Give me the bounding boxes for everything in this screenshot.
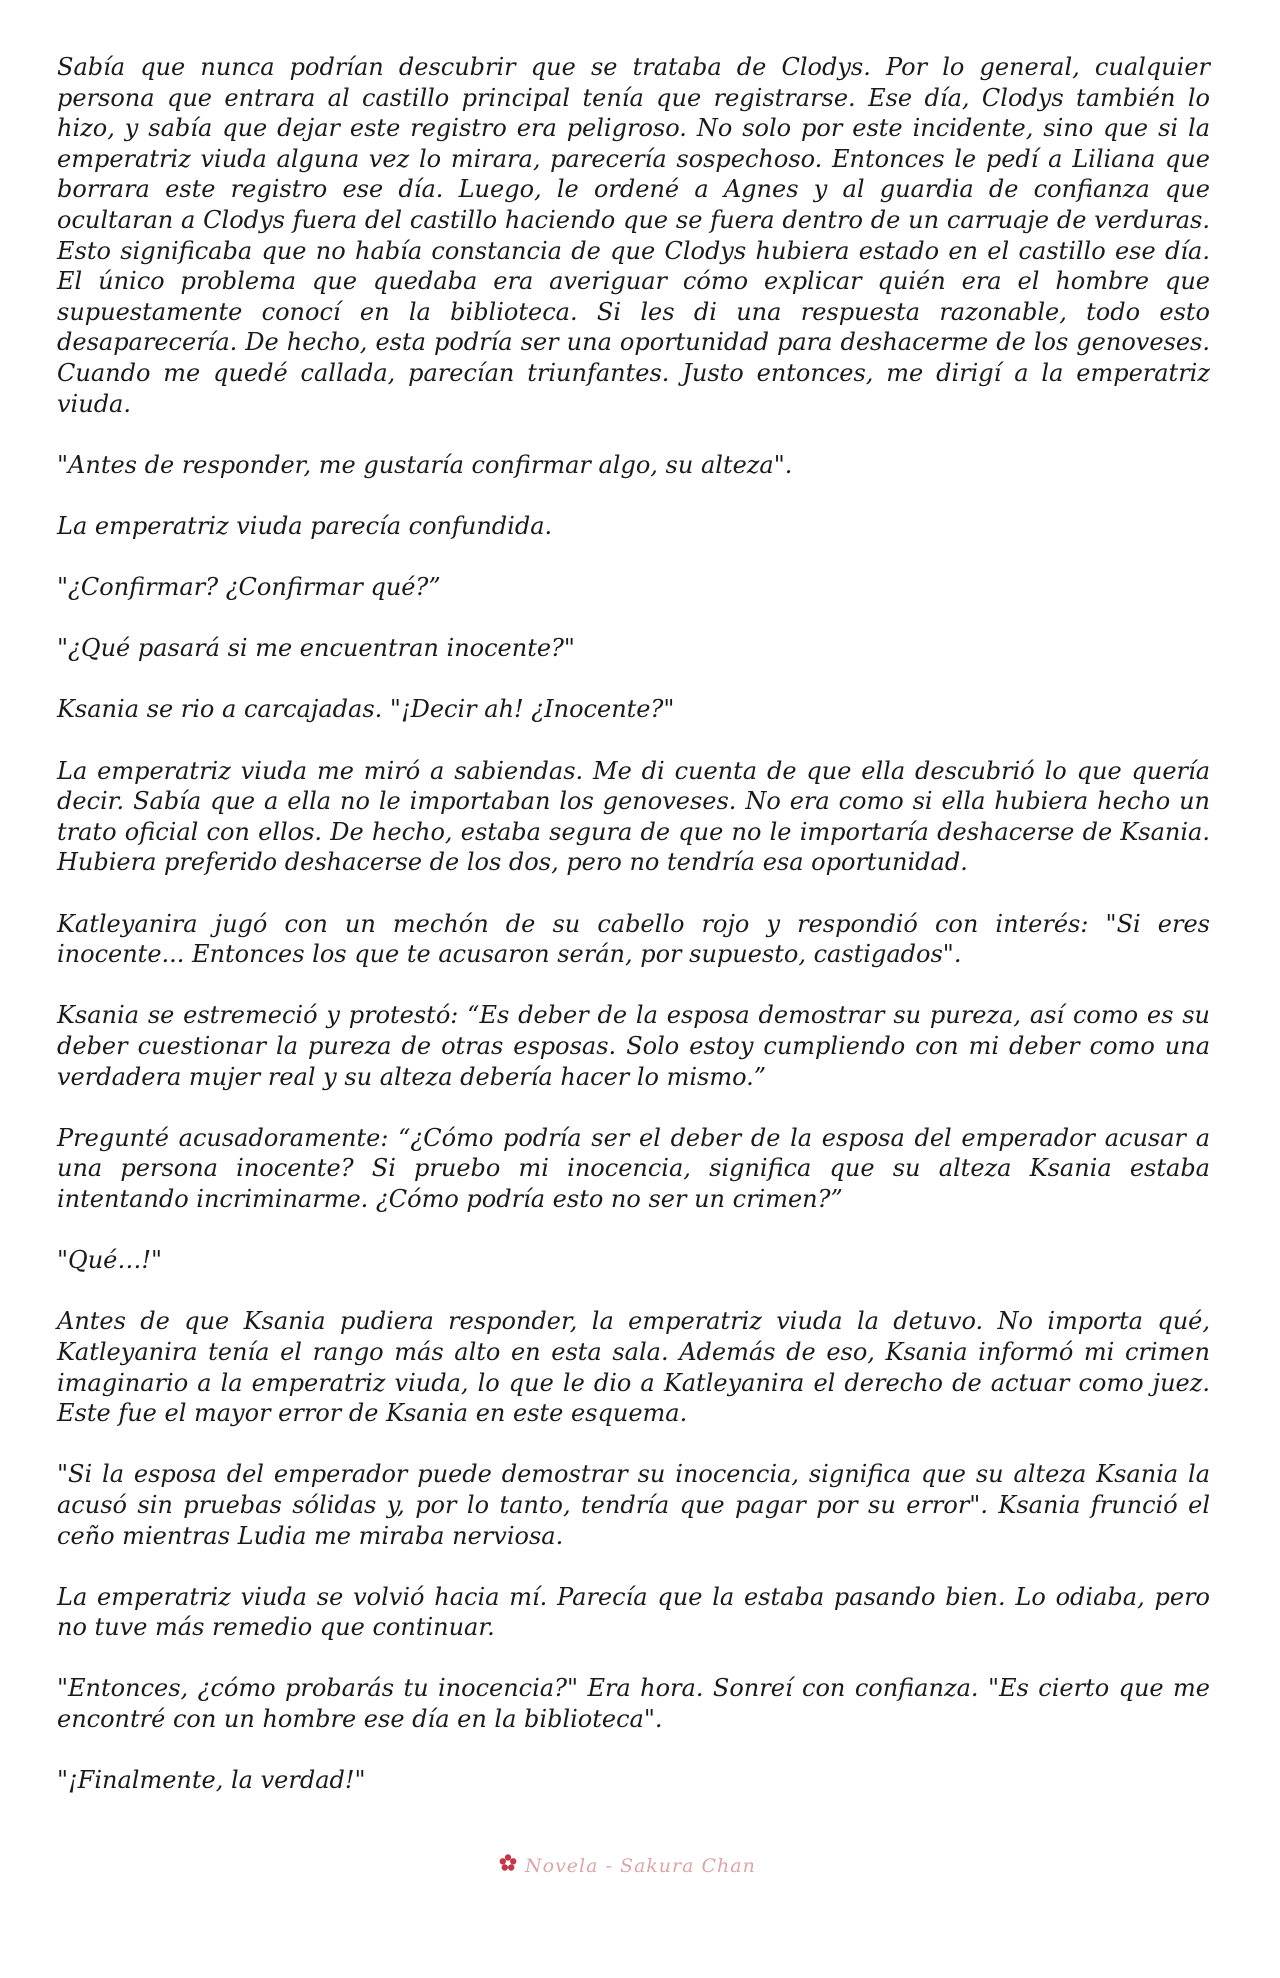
- paragraph: "¿Qué pasará si me encuentran inocente?": [57, 634, 575, 663]
- paragraph: Ksania se estremeció y protestó: “Es deber de la esposa demostrar su pureza, así como es su deber cuestionar la pureza de otras esposas. Solo estoy cumpliendo con mi deber como una verdadera mujer real y su alteza debería hacer lo mismo.”: [57, 1001, 1210, 1091]
- paragraph: "Antes de responder, me gustaría confirmar algo, su alteza".: [57, 450, 793, 479]
- paragraph: "Si la esposa del emperador puede demostrar su inocencia, significa que su alteza Ksania la acusó sin pruebas sólidas y, por lo tanto, tendría que pagar por su error". Ksania frunció el ceño mientras Ludia me miraba nerviosa.: [57, 1460, 1210, 1550]
- paragraph: Pregunté acusadoramente: “¿Cómo podría ser el deber de la esposa del emperador acusar a una persona inocente? Si pruebo mi inocencia, significa que su alteza Ksania estaba intentando incriminarme. ¿Cómo podría esto no ser un crimen?”: [57, 1123, 1210, 1213]
- paragraph: Katleyanira jugó con un mechón de su cabello rojo y respondió con interés: "Si eres inocente... Entonces los que te acusaron serán, por supuesto, castigados".: [57, 909, 1210, 969]
- paragraph: La emperatriz viuda me miró a sabiendas. Me di cuenta de que ella descubrió lo que quería decir. Sabía que a ella no le importaban los genoveses. No era como si ella hubiera hecho un trato oficial con ellos. De hecho, estaba segura de que no le importaría deshacerse de Ksania. Hubiera preferido deshacerse de los dos, pero no tendría esa oportunidad.: [57, 756, 1210, 877]
- paragraph: Ksania se rio a carcajadas. "¡Decir ah! ¿Inocente?": [57, 695, 675, 724]
- watermark: [497, 1852, 756, 1879]
- paragraph: La emperatriz viuda se volvió hacia mí. Parecía que la estaba pasando bien. Lo odiaba, pero no tuve más remedio que continuar.: [57, 1582, 1210, 1642]
- sakura-flower-icon: [497, 1852, 519, 1879]
- paragraph: Sabía que nunca podrían descubrir que se trataba de Clodys. Por lo general, cualquier persona que entrara al castillo principal tenía que registrarse. Ese día, Clodys también lo hizo, y sabía que dejar este registro era peligroso. No solo por este incidente, sino que si la emperatriz viuda alguna vez lo mirara, parecería sospechoso. Entonces le pedí a Liliana que borrara este registro ese día. Luego, le ordené a Agnes y al guardia de confianza que ocultaran a Clodys fuera del castillo haciendo que se fuera dentro de un carruaje de verduras. Esto significaba que no había constancia de que Clodys hubiera estado en el castillo ese día. El único problema que quedaba era averiguar cómo explicar quién era el hombre que supuestamente conocí en la biblioteca. Si les di una respuesta razonable, todo esto desaparecería. De hecho, esta podría ser una oportunidad para deshacerme de los genoveses. Cuando me quedé callada, parecían triunfantes. Justo entonces, me dirigí a la emperatriz viuda.: [57, 53, 1210, 418]
- paragraph: Antes de que Ksania pudiera responder, la emperatriz viuda la detuvo. No importa qué, Katleyanira tenía el rango más alto en esta sala. Además de eso, Ksania informó mi crimen imaginario a la emperatriz viuda, lo que le dio a Katleyanira el derecho de actuar como juez. Este fue el mayor error de Ksania en este esquema.: [57, 1307, 1210, 1428]
- paragraph: "¿Confirmar? ¿Confirmar qué?”: [57, 573, 441, 602]
- paragraph: "Entonces, ¿cómo probarás tu inocencia?" Era hora. Sonreí con confianza. "Es cierto que me encontré con un hombre ese día en la biblioteca".: [57, 1674, 1210, 1734]
- paragraph: "¡Finalmente, la verdad!": [57, 1766, 366, 1795]
- watermark-text: Novela - Sakura Chan: [525, 1854, 756, 1877]
- paragraph: "Qué…!": [57, 1246, 163, 1275]
- document-body: [57, 52, 1210, 1796]
- paragraph: La emperatriz viuda parecía confundida.: [57, 511, 553, 540]
